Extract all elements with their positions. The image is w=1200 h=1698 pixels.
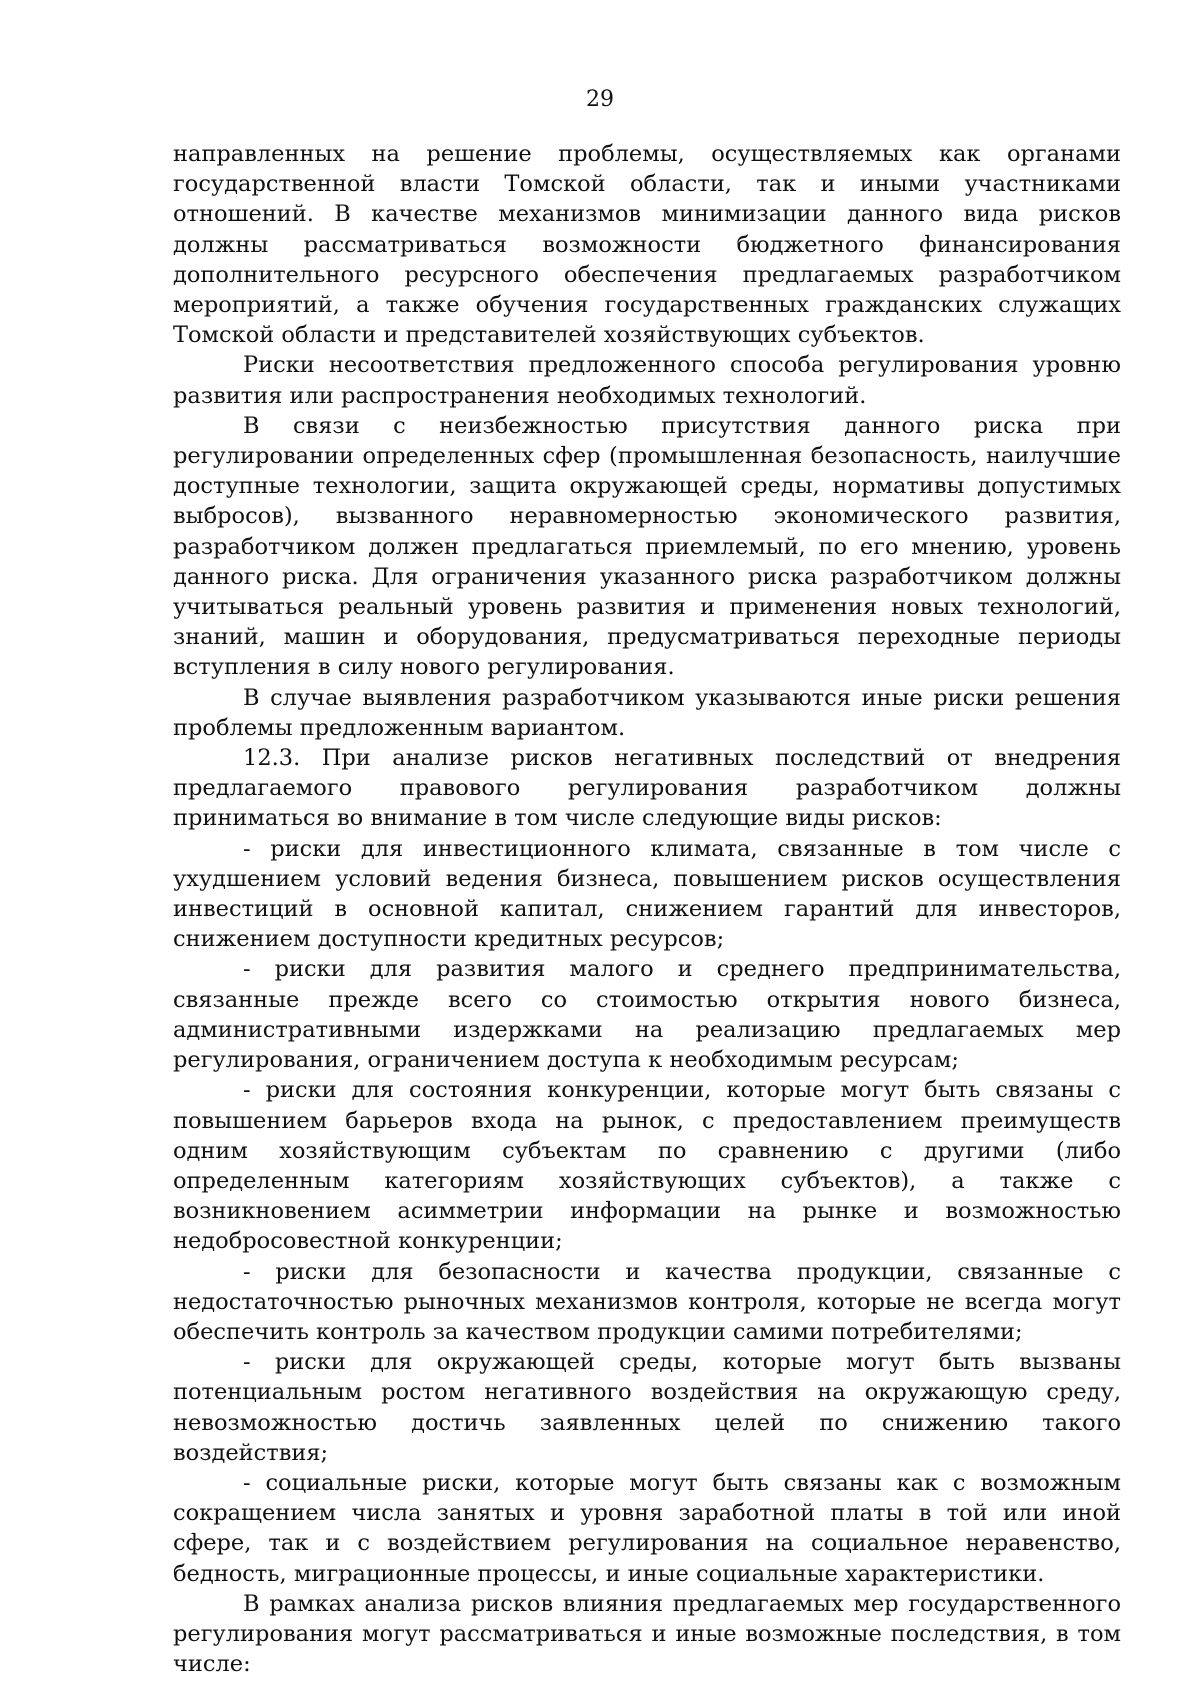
list-item-social-risks: - социальные риски, которые могут быть связаны как с возможным сокращением числа занятых и уровня заработной платы в той или иной сфере, так и с воздействием регулирования на социальное неравенство, бедность, миграционные процессы, и иные социальные характеристики. <box>173 1469 1121 1587</box>
list-item-product-safety-risks: - риски для безопасности и качества продукции, связанные с недостаточностью рыночных механизмов контроля, которые не всегда могут обеспечить контроль за качеством продукции самими потребителями; <box>173 1258 1121 1345</box>
paragraph-risk-mitigation: В связи с неизбежностью присутствия данного риска при регулировании определенных сфер (промышленная безопасность, наилучшие доступные технологии, защита окружающей среды, нормативы допустимых выбросов), вызванного неравномерностью экономического развития, разработчиком должен предлагаться приемлемый, по его мнению, уровень данного риска. Для ограничения указанного риска разработчиком должны учитываться реальный уровень развития и применения новых технологий, знаний, машин и оборудования, предусматриваться переходные периоды вступления в силу нового регулирования. <box>173 412 1121 681</box>
page-number: 29 <box>586 87 614 112</box>
paragraph-other-risks: В случае выявления разработчиком указываются иные риски решения проблемы предложенным вариантом. <box>173 684 1121 741</box>
list-item-investment-risks: - риски для инвестиционного климата, связанные в том числе с ухудшением условий ведения бизнеса, повышением рисков осуществления инвестиций в основной капитал, снижением гарантий для инвесторов, снижением доступности кредитных ресурсов; <box>173 835 1121 953</box>
paragraph-section-12-3: 12.3. При анализе рисков негативных последствий от внедрения предлагаемого правового регулирования разработчиком должны приниматься во внимание в том числе следующие виды рисков: <box>173 745 1121 832</box>
paragraph-continuation: направленных на решение проблемы, осуществляемых как органами государственной власти Томской области, так и иными участниками отношений. В качестве механизмов минимизации данного вида рисков должны рассматриваться возможности бюджетного финансирования дополнительного ресурсного обеспечения предлагаемых разработчиком мероприятий, а также обучения государственных гражданских служащих Томской области и представителей хозяйствующих субъектов. <box>173 141 1121 349</box>
paragraph-technology-risks: Риски несоответствия предложенного способа регулирования уровню развития или распространения необходимых технологий. <box>173 352 1121 409</box>
document-body <box>173 139 1121 1679</box>
paragraph-other-consequences: В рамках анализа рисков влияния предлагаемых мер государственного регулирования могут рассматриваться и иные возможные последствия, в том числе: <box>173 1590 1121 1678</box>
list-item-sme-risks: - риски для развития малого и среднего предпринимательства, связанные прежде всего со стоимостью открытия нового бизнеса, административными издержками на реализацию предлагаемых мер регулирования, ограничением доступа к необходимым ресурсам; <box>173 956 1121 1074</box>
list-item-environment-risks: - риски для окружающей среды, которые могут быть вызваны потенциальным ростом негативного воздействия на окружающую среду, невозможностью достичь заявленных целей по снижению такого воздействия; <box>173 1349 1121 1466</box>
list-item-competition-risks: - риски для состояния конкуренции, которые могут быть связаны с повышением барьеров входа на рынок, с предоставлением преимуществ одним хозяйствующим субъектам по сравнению с другими (либо определенным категориям хозяйствующих субъектов), а также с возникновением асимметрии информации на рынке и возможностью недобросовестной конкуренции; <box>173 1077 1121 1255</box>
